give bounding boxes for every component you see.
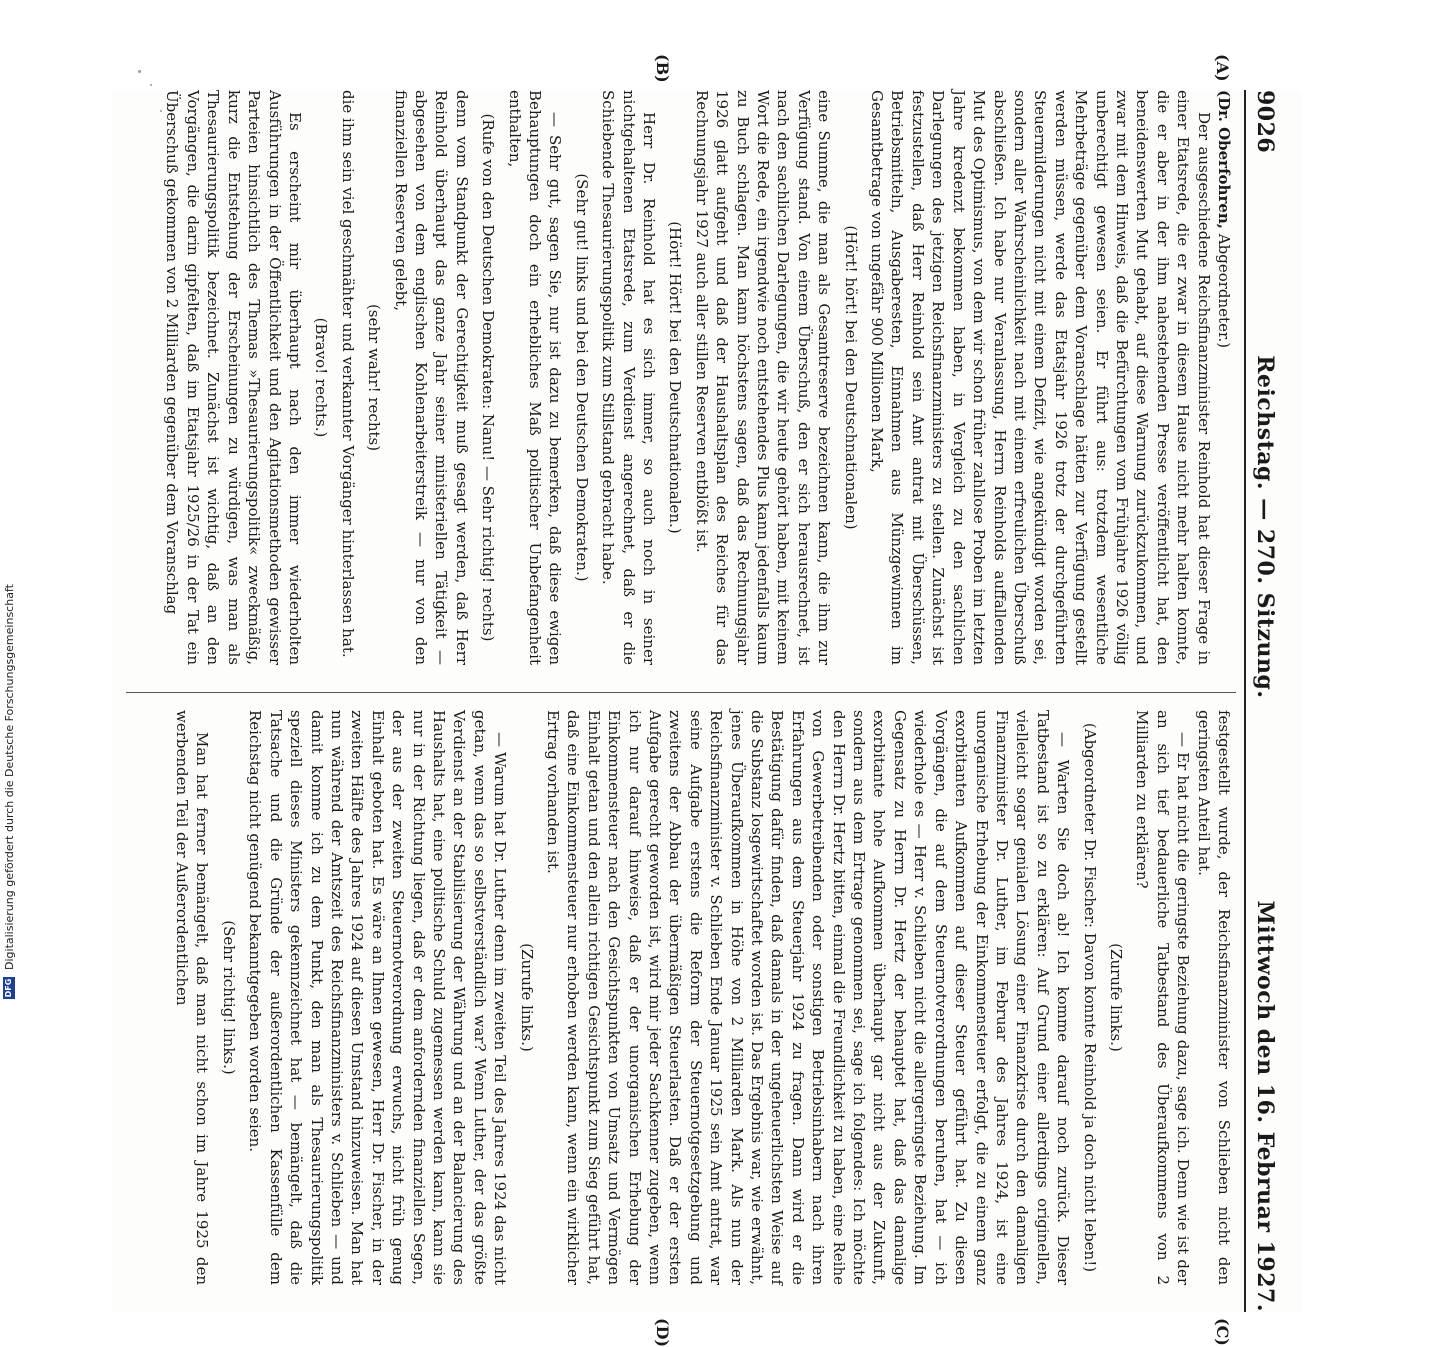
- right-column: [172, 710, 1234, 1285]
- left-paragraph: eine Summe, die man als Gesamtreserve bezeichnen kann, die ihm zur Verfügung stand. Von einem Überschuß, den er sich herausrechnet, ist nach den sachlichen Darlegungen, die wir heute gehört haben, mit keinem Wort die Rede, ein irgendwie noch entstehendes Plus kann jedenfalls kaum zu Buch schlagen. Man kann höchstens sagen, daß das Rechnungsjahr 1926 glatt aufgeht und daß der Haushaltsplan des Reiches für das Rechnungsjahr 1927 auch aller stillen Reserven entblößt ist.: [692, 90, 834, 665]
- header-date: Mittwoch den 16. Februar 1927.: [1252, 900, 1278, 1312]
- right-paragraph: — Warten Sie doch ab! Ich komme darauf noch zurück. Dieser Tatbestand ist so zu erklären: Auf Grund einer allerdings originellen, vielleicht sogar genialen Lösung einer Finanzkrise durch den damaligen Finanzminister Dr. Luther, im Februar des Jahres 1924, ist eine unorganische Erhebung der Einkommensteuer erfolgt, die zu einem ganz exorbitanten Aufkommen auf dieser Steuer geführt hat. Zu diesen Vorgängen, die auf dem Steuernotverordnungen beruhen, hat — ich wiederhole es — Herr v. Schlieben nicht die allergeringste Beziehung. Im Gegensatz zu Herrn Dr. Hertz der behauptet hat, daß das damalige exorbitante hohe Aufkommen überhaupt gar nicht aus der Zukunft, sondern aus dem Ertrage genommen sei, sage ich folgendes: Ich möchte den Herrn Dr. Hertz bitten, einmal die Freundlichkeit zu haben, eine Reihe von Gewerbetreibenden oder sonstigen Betriebsinhabern nach ihren Erfahrungen aus dem Steuerjahr 1924 zu fragen. Dann wird er die Bestätigung dafür finden, daß damals in der ungeheuerlichsten Weise auf die Substanz losgewirtschaftet worden ist. Das Ergebnis war, wie erwähnt, jenes Überaufkommen in Höhe von 2 Milliarden Mark. Als nun der Reichsfinanzminister v. Schlieben Ende Januar 1925 sein Amt antrat, war seine Aufgabe erstens die Reform der Steuernotgesetzgebung und zweitens der Abbau der übermäßigen Steuerlasten. Daß er der ersten Aufgabe gerecht geworden ist, wird mir jeder Sachkenner zugeben, wenn ich nur darauf hinweise, daß er der unorganischen Erhebung der Einkommensteuer nach den Gesichtspunkten von Umsatz und Vermögen Einhalt getan und den allein richtigen Gesichtspunkt zum Sieg geführt hat, daß eine Einkommensteuer nur erhoben werden kann, wenn ein wirklicher Ertrag vorhanden ist.: [544, 710, 1073, 1285]
- document-page: [112, 54, 1302, 1347]
- speaker-role: Abgeordneter.): [1215, 233, 1233, 349]
- left-interjection: (Bravo! rechts.): [312, 317, 331, 438]
- left-interjection: (sehr wahr! rechts): [365, 303, 384, 452]
- right-paragraph: festgestellt wurde, der Reichsfinanzminister von Schlieben nicht den geringsten Anteil hat.: [1194, 710, 1233, 1285]
- page-number: 9026: [1252, 90, 1278, 154]
- margin-mark-b: (B): [653, 54, 672, 83]
- page-header: [1244, 90, 1284, 1312]
- right-interjection: (Abgeordneter Dr. Fischer: Davon konnte Reinhold ja doch nicht leben!): [1080, 722, 1099, 1273]
- scan-speck: [160, 110, 162, 112]
- left-interjection: (Hört! hört! bei den Deutschnationalen): [841, 225, 860, 530]
- scan-speck: [138, 70, 141, 73]
- margin-mark-c: (C): [1213, 1318, 1232, 1346]
- left-paragraph: die ihm sein viel geschmähter und verkannter Vorgänger hinterlassen hat.: [338, 90, 357, 658]
- scan-speck: [150, 84, 152, 86]
- left-paragraph: Der ausgeschiedene Reichsfinanzminister Reinhold hat dieser Frage in einer Etatsrede, die er zwar in diesem Hause nicht mehr halten konnte, die er aber in der ihm nahestehenden Presse veröffentlicht hat, den beneidenswerten Mut gehabt, auf diese Warnung zurückzukommen, und zwar mit dem Hinweis, daß die Befürchtungen vom Frühjahre 1926 völlig unberechtigt gewesen seien. Er führt aus: trotzdem wesentliche Mehrbeträge gegenüber dem Voranschlage hätten zur Verfügung gestellt werden müssen, werde das Etatsjahr 1926 trotz der durchgeführten Steuermilderungen nicht mit einem Defizit, wie angekündigt worden sei, sondern aller Wahrscheinlichkeit nach mit einem erfreulichen Überschuß abschließen. Ich habe nur Veranlassung, Herrn Reinholds auffallenden Mut des Optimismus, von dem wir schon früher zahllose Proben im letzten Jahre kredenzt bekommen haben, in Vergleich zu den sachlichen Darlegungen des jetzigen Reichsfinanzministers zu stellen. Zunächst ist festzustellen, daß Herr Reinhold sein Amt antrat mit Überschüssen, Betriebsmitteln, Ausgaberesten, Einnahmen aus Münzgewinnen im Gesamtbetrage von ungefähr 900 Millionen Mark,: [868, 90, 1213, 665]
- left-column: [162, 90, 1234, 665]
- left-paragraph: Herr Dr. Reinhold hat es sich immer, so auch noch in seiner nichtgehaltenen Etatsrede, zum Verdienst angerechnet, daß er die Schiebende Thesaurierungspolitik zum Stillstand gebracht habe.: [599, 90, 659, 665]
- right-interjection: (Zurufe links.): [517, 943, 536, 1052]
- right-paragraph: — Er hat nicht die geringste Beziehung dazu, sage ich. Denn wie ist der an sich tief bedauerliche Tatbestand des Überaufkommens von 2 Milliarden zu erklären?: [1133, 710, 1193, 1285]
- left-speaker-line: [1214, 90, 1234, 665]
- left-interjection: (Rufe von den Deutschen Demokraten: Nanu! — Sehr richtig! rechts): [479, 113, 498, 642]
- left-interjection: (Hört! Hört! bei den Deutschnationalen.): [666, 221, 685, 534]
- scanner-credit-text: Digitalisierung gefördert durch die Deutsche Forschungsgemeinschaft: [2, 584, 16, 970]
- margin-mark-d: (D): [653, 1318, 672, 1347]
- right-paragraph: — Warum hat Dr. Luther denn im zweiten Teil des Jahres 1924 das nicht getan, wenn das so selbstverständlich war? Wenn Luther, der das größte Verdienst an der Stabilisierung der Währung und an der Balancierung des Haushalts hat, eine politische Schuld zugemessen werden kann, kann sie nur in der Richtung liegen, daß er dem anfordernden finanziellen Segen, der aus der zweiten Steuernotverordnung erwuchs, nicht früh genug Einhalt geboten hat. Es wäre an Ihnen gewesen, Herr Dr. Fischer, in der zweiten Hälfte des Jahres 1924 auf diesen Umstand hinzuweisen. Man hat nun während der Amtszeit des Reichsfinanzministers v. Schlieben — und damit komme ich zu dem Punkt, den man als Thesaurierungspolitik speziell dieses Ministers gekennzeichnet hat — bemängelt, daß die Tatsache und die Gründe der außerordentlichen Kassenfülle dem Reichstag nicht genügend bekanntgegeben worden seien.: [246, 710, 510, 1285]
- right-interjection: (Sehr richtig! links.): [219, 920, 238, 1075]
- header-title: Reichstag. — 270. Sitzung.: [1252, 355, 1278, 699]
- left-paragraph: — Sehr gut, sagen Sie, nur ist dazu zu bemerken, daß diese ewigen Behauptungen doch ein erhebliches Maß politischer Unbefangenheit enthalten,: [505, 90, 565, 665]
- scanner-credit: [0, 580, 18, 1000]
- left-paragraph: Es erscheint mir überhaupt nach den immer wiederholten Ausführungen in der Öffentlichkeit und den Agitationsmethoden gewisser Parteien hinsichtlich des Themas »Thesaurierungspolitik« zweckmäßig, kurz die Entstehung der Erscheinungen zu würdigen, was man als Thesaurierungspolitik bezeichnet. Zunächst ist wichtig, daß an den Vorgängen, die darin gipfelten, daß im Etatsjahr 1925/26 in der Tat ein Überschuß gekommen von 2 Milliarden gegenüber dem Voranschlag: [163, 90, 304, 665]
- right-paragraph: Man hat ferner bemängelt, daß man nicht schon im Jahre 1925 den werbenden Teil der Außerordentlichen: [173, 710, 212, 1285]
- margin-mark-a: (A): [1213, 54, 1232, 82]
- left-interjection: (Sehr gut! links und bei den Deutschen Demokraten.): [572, 173, 591, 582]
- column-divider: [126, 692, 1236, 693]
- right-interjection: (Zurufe links.): [1106, 943, 1125, 1052]
- speaker-name: (Dr. Oberfohren,: [1215, 90, 1233, 230]
- left-paragraph: denn vom Standpunkt der Gerechtigkeit muß gesagt werden, daß Herr Reinhold überhaupt das ganze Jahr seiner ministeriellen Tätigkeit — abgesehen von dem englischen Kohlenarbeiterstreik — nur von den finanziellen Reserven gelebt,: [391, 90, 471, 665]
- dfg-logo-icon: DFG: [2, 976, 16, 1000]
